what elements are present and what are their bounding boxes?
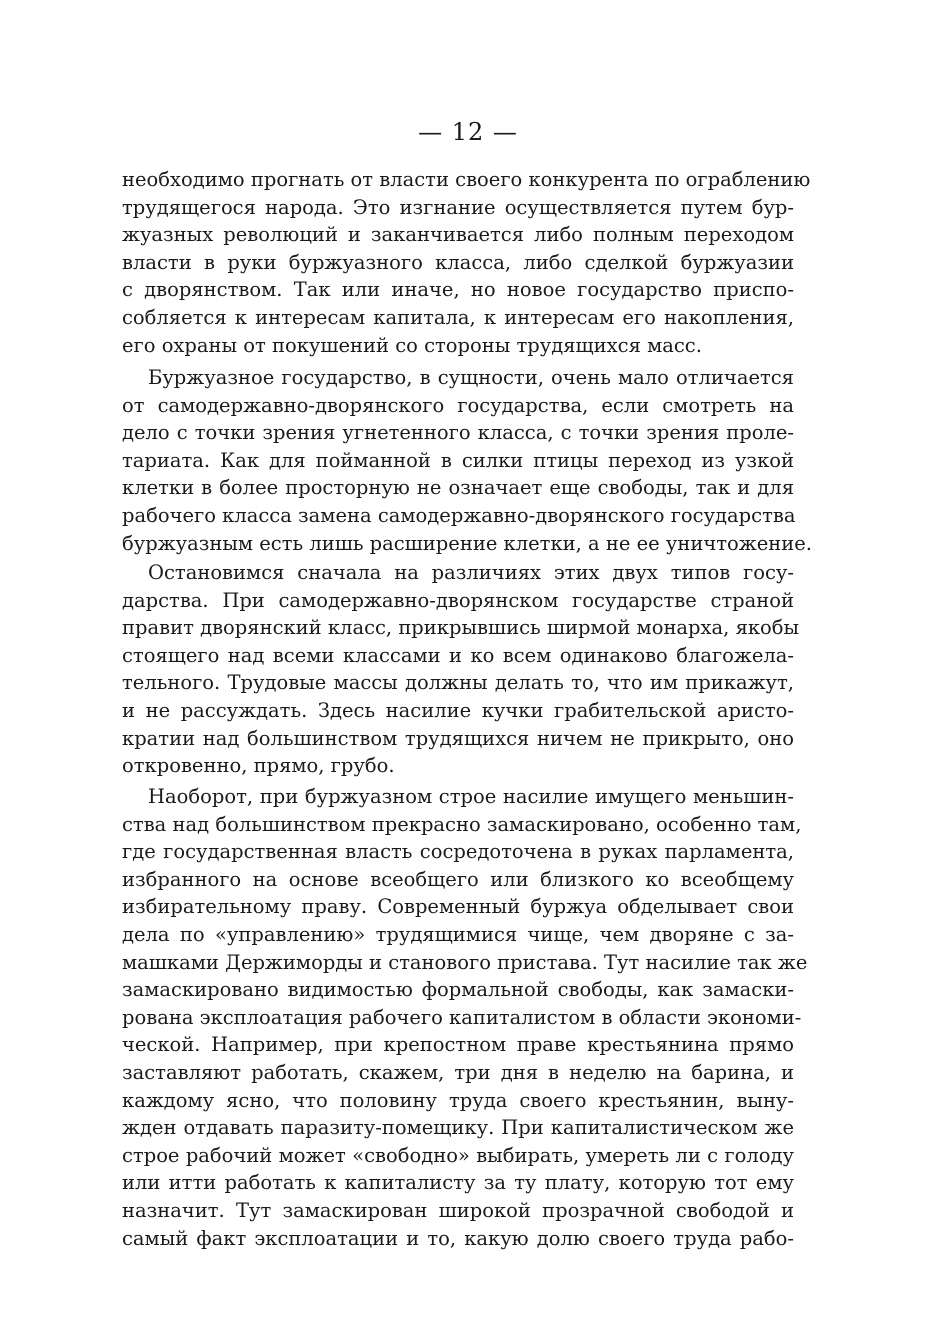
text-line: и не рассуждать. Здесь насилие кучки грабительской аристо- — [122, 698, 794, 722]
text-line: заставляют работать, скажем, три дня в неделю на барина, и — [122, 1060, 794, 1084]
paragraph-3 — [122, 559, 800, 780]
text-line: Буржуазное государство, в сущности, очень мало отличается — [148, 366, 794, 389]
text-line: необходимо прогнать от власти своего конкурента по ограблению — [122, 168, 811, 191]
text-line: ческой. Например, при крепостном праве крестьянина прямо — [122, 1033, 794, 1057]
text-line: назначит. Тут замаскирован широкой прозрачной свободой и — [122, 1198, 794, 1222]
text-line: каждому ясно, что половину труда своего крестьянин, выну- — [122, 1088, 794, 1112]
text-line: с дворянством. Так или иначе, но новое государство приспо- — [122, 278, 794, 302]
text-line: ства над большинством прекрасно замаскировано, особенно там, — [122, 812, 802, 836]
text-line: где государственная власть сосредоточена в руках парламента, — [122, 840, 794, 864]
text-line: дела по «управлению» трудящимися чище, чем дворяне с за- — [122, 922, 794, 946]
text-line: собляется к интересам капитала, к интересам его накопления, — [122, 305, 794, 329]
text-line: строе рабочий может «свободно» выбирать, умереть ли с голоду — [122, 1143, 794, 1167]
text-line: откровенно, прямо, грубо. — [122, 754, 395, 778]
text-line: кратии над большинством трудящихся ничем не прикрыто, оно — [122, 726, 794, 750]
text-line: Остановимся сначала на различиях этих двух типов госу- — [148, 561, 794, 584]
text-line: трудящегося народа. Это изгнание осуществляется путем бур- — [122, 195, 794, 219]
text-line: стоящего над всеми классами и ко всем одинаково благожела- — [122, 643, 794, 667]
text-line: тариата. Как для пойманной в силки птицы переход из узкой — [122, 448, 794, 472]
text-line: клетки в более просторную не означает еще свободы, так и для — [122, 476, 794, 500]
text-line: дарства. При самодержавно-дворянском государстве страной — [122, 588, 794, 612]
text-line: жден отдавать паразиту-помещику. При капиталистическом же — [122, 1116, 794, 1140]
paragraph-2 — [122, 364, 812, 557]
text-line: избранного на основе всеобщего или близкого ко всеобщему — [122, 867, 794, 891]
text-line: или итти работать к капиталисту за ту плату, которую тот ему — [122, 1171, 794, 1195]
paragraph-4 — [122, 783, 808, 1252]
text-line: Наоборот, при буржуазном строе насилие имущего меньшин- — [148, 785, 794, 808]
text-line: машками Держиморды и станового пристава. Тут насилие так же — [122, 950, 808, 974]
text-line: дело с точки зрения угнетенного класса, с точки зрения проле- — [122, 421, 794, 445]
text-line: его охраны от покушений со стороны трудящихся масс. — [122, 333, 702, 357]
text-line: буржуазным есть лишь расширение клетки, а не ее уничтожение. — [122, 531, 812, 555]
page-number: — 12 — — [418, 118, 518, 146]
text-line: жуазных революций и заканчивается либо полным переходом — [122, 223, 794, 247]
text-line: тельного. Трудовые массы должны делать то, что им прикажут, — [122, 671, 794, 695]
paragraph-1 — [122, 166, 811, 359]
text-line: самый факт эксплоатации и то, какую долю своего труда рабо- — [122, 1226, 794, 1250]
text-line: избирательному праву. Современный буржуа обделывает свои — [122, 895, 794, 919]
text-line: от самодержавно-дворянского государства, если смотреть на — [122, 393, 794, 417]
text-line: правит дворянский класс, прикрывшись ширмой монарха, якобы — [122, 616, 800, 640]
text-line: замаскировано видимостью формальной свободы, как замаски- — [122, 978, 794, 1002]
text-line: рабочего класса замена самодержавно-дворянского государства — [122, 503, 796, 527]
text-line: власти в руки буржуазного класса, либо сделкой буржуазии — [122, 250, 794, 274]
text-line: рована эксплоатация рабочего капиталистом в области экономи- — [122, 1005, 802, 1029]
